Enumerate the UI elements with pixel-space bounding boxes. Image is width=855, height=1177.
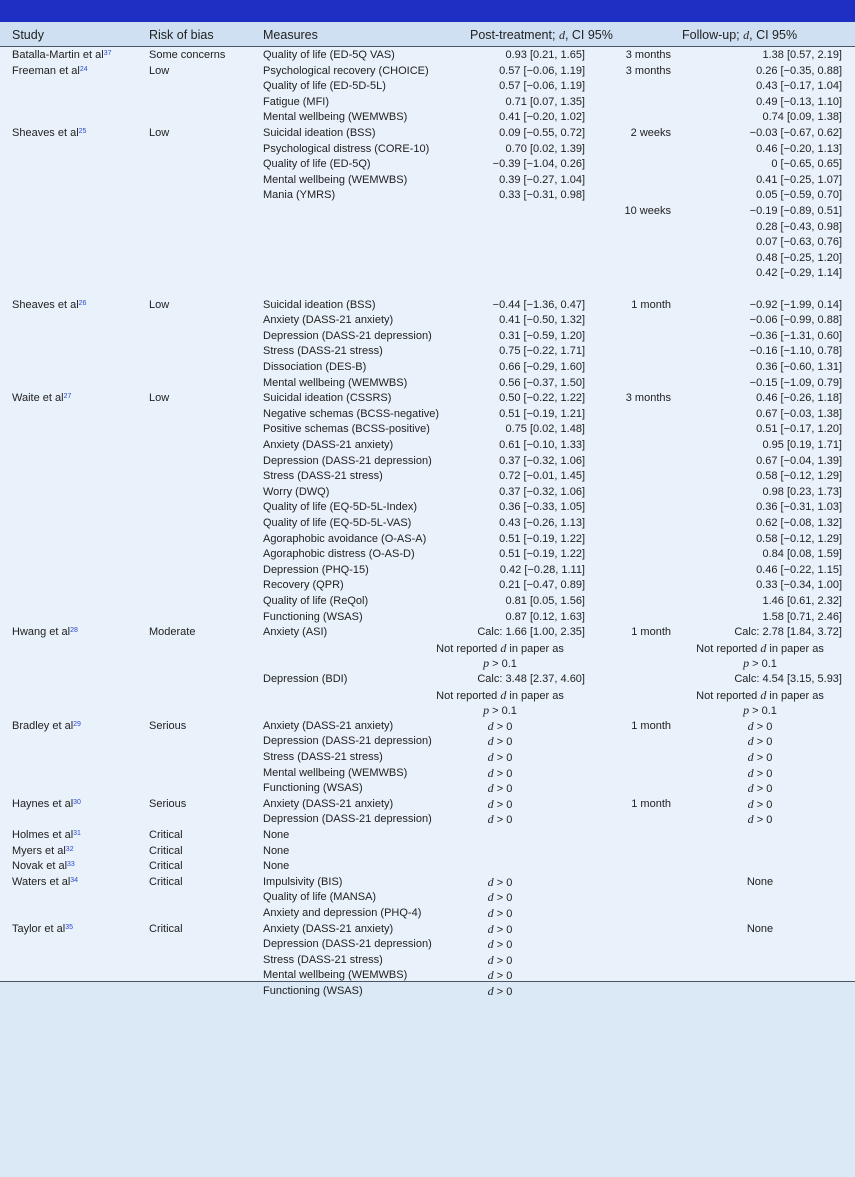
follow-up-value: d > 0 bbox=[747, 765, 773, 780]
measure-name: Suicidal ideation (CSSRS) bbox=[263, 392, 392, 405]
study-name: Novak et $al^{33}$ bbox=[12, 860, 75, 873]
follow-up-value: 1.38 [0.57, 2.19] bbox=[762, 49, 842, 61]
follow-up-value: 0.51 [−0.17, 1.20] bbox=[756, 423, 842, 436]
header-post-treatment: Post-treatment; d, CI 95% bbox=[470, 28, 613, 42]
measure-name: None bbox=[263, 844, 290, 857]
follow-up-value: −0.19 [−0.89, 0.51] bbox=[749, 205, 842, 217]
follow-up-value: 0.46 [−0.20, 1.13] bbox=[756, 142, 842, 155]
follow-up-value: 0.41 [−0.25, 1.07] bbox=[756, 173, 842, 186]
post-treatment-value: 0.51 [−0.19, 1.21] bbox=[499, 407, 585, 420]
post-treatment-value: 0.93 [0.21, 1.65] bbox=[505, 49, 585, 61]
follow-up-value: 0.84 [0.08, 1.59] bbox=[762, 548, 842, 561]
measure-name: Recovery (QPR) bbox=[263, 579, 344, 592]
measure-name: Depression (DASS-21 depression) bbox=[263, 454, 432, 467]
risk-of-bias: Critical bbox=[149, 829, 183, 841]
risk-of-bias: Critical bbox=[149, 922, 183, 935]
follow-up-value: 1.46 [0.61, 2.32] bbox=[762, 595, 842, 607]
post-treatment-value: d > 0 bbox=[487, 734, 513, 749]
study-name: Sheaves et $al^{25}$ bbox=[12, 127, 87, 139]
measure-name: Mental wellbeing (WEMWBS) bbox=[263, 376, 408, 389]
follow-up-value: −0.15 [−1.09, 0.79] bbox=[749, 376, 842, 389]
post-treatment-value: 0.51 [−0.19, 1.22] bbox=[499, 548, 585, 561]
follow-up-value: 0.98 [0.23, 1.73] bbox=[762, 485, 842, 498]
measure-name: Suicidal ideation (BSS) bbox=[263, 298, 376, 311]
follow-up-value: None bbox=[746, 875, 774, 888]
measure-name: Functioning (WSAS) bbox=[263, 782, 363, 795]
post-treatment-value: 0.37 [−0.32, 1.06] bbox=[499, 454, 585, 467]
study-name: Holmes et $al^{31}$ bbox=[12, 829, 81, 841]
measure-name: Quality of life (EQ-5D-5L-VAS) bbox=[263, 517, 412, 529]
measure-name: Quality of life (ED-5Q) bbox=[263, 158, 371, 171]
header-risk-of-bias: Risk of bias bbox=[149, 28, 214, 42]
post-treatment-value: d > 0 bbox=[487, 750, 513, 764]
post-treatment-value: d > 0 bbox=[487, 968, 513, 983]
study-reference: 27 bbox=[63, 393, 72, 401]
follow-up-time: 10 weeks bbox=[624, 205, 671, 217]
post-treatment-value: p > 0.1 bbox=[483, 703, 517, 718]
measure-name: Anxiety (DASS-21 anxiety) bbox=[263, 439, 394, 451]
measure-name: Positive schemas (BCSS-positive) bbox=[263, 423, 430, 436]
measure-name: Depression (DASS-21 depression) bbox=[263, 938, 432, 951]
measure-name: Agoraphobic distress (O-AS-D) bbox=[263, 548, 415, 561]
follow-up-time: 1 month bbox=[631, 626, 671, 639]
post-treatment-value: 0.21 [−0.47, 0.89] bbox=[499, 579, 585, 592]
risk-of-bias: Moderate bbox=[149, 626, 196, 639]
post-treatment-value: d > 0 bbox=[487, 812, 513, 827]
follow-up-time: 1 month bbox=[631, 298, 671, 311]
measure-name: Depression (DASS-21 depression) bbox=[263, 329, 432, 342]
study-name: Waters et $al^{34}$ bbox=[12, 875, 79, 888]
measure-name: Agoraphobic avoidance (O-AS-A) bbox=[263, 532, 427, 545]
follow-up-value: 0.95 [0.19, 1.71] bbox=[762, 439, 842, 451]
measure-name: Negative schemas (BCSS-negative) bbox=[263, 407, 440, 420]
follow-up-value: d > 0 bbox=[747, 796, 773, 811]
measure-name: Fatigue (MFI) bbox=[263, 95, 330, 108]
post-treatment-value: d > 0 bbox=[487, 937, 513, 952]
measure-name: Depression (DASS-21 depression) bbox=[263, 813, 432, 826]
follow-up-value: 0.58 [−0.12, 1.29] bbox=[756, 532, 842, 545]
measure-name: Quality of life (ED-5Q VAS) bbox=[263, 49, 395, 61]
post-treatment-value: 0.75 [0.02, 1.48] bbox=[505, 423, 585, 436]
follow-up-value: −0.92 [−1.99, 0.14] bbox=[749, 298, 842, 311]
post-treatment-value: −0.44 [−1.36, 0.47] bbox=[492, 298, 585, 311]
post-treatment-value: 0.33 [−0.31, 0.98] bbox=[499, 189, 585, 202]
post-treatment-value: 0.72 [−0.01, 1.45] bbox=[499, 470, 585, 483]
risk-of-bias: Some concerns bbox=[149, 49, 226, 61]
measure-name: Quality of life (ED-5D-5L) bbox=[263, 80, 386, 93]
post-treatment-value: 0.37 [−0.32, 1.06] bbox=[499, 485, 585, 498]
header-study: Study bbox=[12, 28, 44, 42]
follow-up-value: 0.26 [−0.35, 0.88] bbox=[756, 64, 842, 77]
follow-up-value: 0.48 [−0.25, 1.20] bbox=[756, 251, 842, 264]
measure-name: Stress (DASS-21 stress) bbox=[263, 470, 383, 483]
study-name: Freeman et $al^{24}$ bbox=[12, 64, 88, 77]
post-treatment-value: 0.75 [−0.22, 1.71] bbox=[499, 345, 585, 358]
measure-name: Quality of life (ReQol) bbox=[263, 595, 369, 607]
measure-name: Anxiety (DASS-21 anxiety) bbox=[263, 922, 394, 935]
measure-name: Stress (DASS-21 stress) bbox=[263, 751, 383, 763]
risk-of-bias: Low bbox=[149, 64, 170, 77]
follow-up-value: 0.67 [−0.03, 1.38] bbox=[756, 407, 842, 420]
measure-name: Impulsivity (BIS) bbox=[263, 875, 343, 888]
follow-up-value: d > 0 bbox=[747, 718, 773, 733]
study-name: Taylor et $al^{35}$ bbox=[12, 922, 73, 935]
post-treatment-value: Calc: 3.48 [2.37, 4.60] bbox=[477, 673, 585, 685]
post-treatment-value: d > 0 bbox=[487, 796, 513, 811]
post-treatment-value: 0.87 [0.12, 1.63] bbox=[505, 610, 585, 623]
header-follow-up: Follow-up; d, CI 95% bbox=[682, 28, 798, 42]
study-reference: 25 bbox=[78, 128, 87, 135]
study-reference: 26 bbox=[78, 299, 87, 307]
measure-name: Anxiety (ASI) bbox=[263, 626, 328, 639]
follow-up-value: −0.03 [−0.67, 0.62] bbox=[749, 127, 842, 139]
post-treatment-value: 0.41 [−0.50, 1.32] bbox=[499, 314, 585, 327]
post-treatment-value: −0.39 [−1.04, 0.26] bbox=[492, 158, 585, 171]
measure-name: Mental wellbeing (WEMWBS) bbox=[263, 969, 408, 982]
post-treatment-value: 0.50 [−0.22, 1.22] bbox=[499, 392, 585, 405]
measure-name: Anxiety (DASS-21 anxiety) bbox=[263, 314, 394, 327]
post-treatment-value: 0.57 [−0.06, 1.19] bbox=[499, 80, 585, 93]
post-treatment-value: d > 0 bbox=[487, 952, 513, 967]
study-reference: 37 bbox=[103, 50, 112, 57]
follow-up-value: Not reported d in paper as bbox=[696, 687, 824, 702]
study-reference: 34 bbox=[70, 876, 79, 884]
post-treatment-value: d > 0 bbox=[487, 984, 513, 998]
table-body bbox=[0, 47, 855, 998]
post-treatment-value: 0.71 [0.07, 1.35] bbox=[505, 95, 585, 108]
table-top-bar bbox=[0, 0, 855, 22]
follow-up-value: −0.36 [−1.31, 0.60] bbox=[749, 329, 842, 342]
follow-up-value: 0.36 [−0.60, 1.31] bbox=[756, 361, 842, 373]
post-treatment-value: 0.51 [−0.19, 1.22] bbox=[499, 532, 585, 545]
post-treatment-value: 0.43 [−0.26, 1.13] bbox=[499, 517, 585, 529]
study-reference: 30 bbox=[73, 798, 81, 806]
measure-name: Functioning (WSAS) bbox=[263, 610, 363, 623]
follow-up-value: 0.67 [−0.04, 1.39] bbox=[756, 454, 842, 467]
post-treatment-value: Calc: 1.66 [1.00, 2.35] bbox=[477, 626, 585, 639]
post-treatment-value: d > 0 bbox=[487, 921, 513, 936]
measure-name: Anxiety and depression (PHQ-4) bbox=[263, 907, 422, 919]
measure-name: None bbox=[263, 829, 290, 841]
measure-name: Worry (DWQ) bbox=[263, 485, 330, 498]
follow-up-value: d > 0 bbox=[747, 781, 773, 796]
risk-of-bias: Low bbox=[149, 392, 170, 405]
measure-name: None bbox=[263, 860, 290, 873]
post-treatment-value: p > 0.1 bbox=[483, 656, 517, 671]
post-treatment-value: 0.66 [−0.29, 1.60] bbox=[499, 361, 585, 373]
measure-name: Stress (DASS-21 stress) bbox=[263, 345, 383, 358]
study-reference: 28 bbox=[70, 627, 78, 635]
follow-up-value: 0.43 [−0.17, 1.04] bbox=[756, 80, 842, 93]
measure-name: Depression (PHQ-15) bbox=[263, 563, 369, 576]
study-name: Bradley et $al^{29}$ bbox=[12, 719, 81, 732]
risk-of-bias: Critical bbox=[149, 875, 183, 888]
page-footer-area bbox=[0, 982, 855, 1177]
post-treatment-value: 0.39 [−0.27, 1.04] bbox=[499, 173, 585, 186]
post-treatment-value: Not reported d in paper as bbox=[436, 640, 564, 655]
measure-name: Dissociation (DES-B) bbox=[263, 361, 367, 373]
study-reference: 24 bbox=[79, 65, 88, 73]
follow-up-value: d > 0 bbox=[747, 734, 773, 749]
measure-name: Mania (YMRS) bbox=[263, 189, 336, 202]
follow-up-value: 0.49 [−0.13, 1.10] bbox=[756, 95, 842, 108]
follow-up-time: 3 months bbox=[625, 49, 671, 61]
follow-up-value: 0.46 [−0.22, 1.15] bbox=[756, 563, 842, 576]
post-treatment-value: d > 0 bbox=[487, 718, 513, 733]
study-name: Sheaves et $al^{26}$ bbox=[12, 298, 87, 311]
study-name: Waite et $al^{27}$ bbox=[12, 392, 72, 405]
risk-of-bias: Low bbox=[149, 298, 170, 311]
post-treatment-value: d > 0 bbox=[487, 874, 513, 889]
post-treatment-value: 0.41 [−0.20, 1.02] bbox=[499, 111, 585, 124]
follow-up-value: 0.74 [0.09, 1.38] bbox=[762, 111, 842, 124]
follow-up-value: d > 0 bbox=[747, 812, 773, 827]
follow-up-value: 0.58 [−0.12, 1.29] bbox=[756, 470, 842, 483]
risk-of-bias: Serious bbox=[149, 797, 187, 810]
risk-of-bias: Critical bbox=[149, 860, 183, 873]
follow-up-value: 0.07 [−0.63, 0.76] bbox=[756, 236, 842, 249]
follow-up-value: 0 [−0.65, 0.65] bbox=[771, 158, 842, 171]
follow-up-value: Calc: 2.78 [1.84, 3.72] bbox=[734, 626, 842, 639]
study-reference: 35 bbox=[65, 923, 73, 931]
follow-up-time: 3 months bbox=[625, 392, 671, 405]
follow-up-value: −0.16 [−1.10, 0.78] bbox=[749, 345, 842, 358]
post-treatment-value: 0.31 [−0.59, 1.20] bbox=[499, 329, 585, 342]
follow-up-time: 1 month bbox=[631, 719, 671, 732]
measure-name: Suicidal ideation (BSS) bbox=[263, 127, 376, 139]
follow-up-value: 0.62 [−0.08, 1.32] bbox=[756, 517, 842, 529]
measure-name: Psychological distress (CORE-10) bbox=[263, 142, 430, 155]
follow-up-value: None bbox=[746, 922, 774, 935]
follow-up-value: 0.42 [−0.29, 1.14] bbox=[756, 267, 842, 280]
post-treatment-value: Not reported d in paper as bbox=[436, 687, 564, 702]
study-reference: 32 bbox=[65, 845, 74, 853]
study-reference: 29 bbox=[73, 720, 81, 728]
post-treatment-value: d > 0 bbox=[487, 781, 513, 796]
header-measures: Measures bbox=[263, 28, 318, 42]
follow-up-value: Calc: 4.54 [3.15, 5.93] bbox=[734, 673, 842, 685]
study-reference: 31 bbox=[73, 830, 81, 837]
follow-up-value: 0.36 [−0.31, 1.03] bbox=[756, 501, 842, 514]
study-name: Haynes et $al^{30}$ bbox=[12, 797, 81, 810]
table-header bbox=[0, 22, 855, 47]
follow-up-value: Not reported d in paper as bbox=[696, 640, 824, 655]
study-reference: 33 bbox=[67, 861, 75, 869]
study-name: Hwang et $al^{28}$ bbox=[12, 626, 78, 639]
follow-up-value: 0.46 [−0.26, 1.18] bbox=[756, 392, 842, 405]
measure-name: Psychological recovery (CHOICE) bbox=[263, 64, 429, 77]
study-name: Myers et $al^{32}$ bbox=[12, 844, 74, 857]
risk-of-bias: Critical bbox=[149, 844, 183, 857]
follow-up-value: 0.33 [−0.34, 1.00] bbox=[756, 579, 842, 592]
measure-name: Quality of life (MANSA) bbox=[263, 891, 377, 904]
measure-name: Functioning (WSAS) bbox=[263, 985, 363, 997]
risk-of-bias: Serious bbox=[149, 719, 187, 732]
follow-up-time: 3 months bbox=[625, 64, 671, 77]
measure-name: Depression (DASS-21 depression) bbox=[263, 735, 432, 748]
risk-of-bias: Low bbox=[149, 127, 170, 139]
measure-name: Stress (DASS-21 stress) bbox=[263, 953, 383, 966]
measure-name: Mental wellbeing (WEMWBS) bbox=[263, 173, 408, 186]
follow-up-value: p > 0.1 bbox=[743, 656, 777, 671]
post-treatment-value: d > 0 bbox=[487, 765, 513, 780]
measure-name: Quality of life (EQ-5D-5L-Index) bbox=[263, 501, 418, 514]
measure-name: Anxiety (DASS-21 anxiety) bbox=[263, 797, 394, 810]
post-treatment-value: 0.36 [−0.33, 1.05] bbox=[499, 501, 585, 514]
follow-up-value: p > 0.1 bbox=[743, 703, 777, 718]
measure-name: Anxiety (DASS-21 anxiety) bbox=[263, 719, 394, 732]
follow-up-value: d > 0 bbox=[747, 750, 773, 764]
post-treatment-value: 0.61 [−0.10, 1.33] bbox=[499, 439, 585, 451]
post-treatment-value: 0.09 [−0.55, 0.72] bbox=[499, 127, 585, 139]
follow-up-time: 1 month bbox=[631, 797, 671, 810]
follow-up-time: 2 weeks bbox=[630, 127, 671, 139]
measure-name: Depression (BDI) bbox=[263, 673, 348, 685]
post-treatment-value: 0.81 [0.05, 1.56] bbox=[505, 595, 585, 607]
post-treatment-value: 0.70 [0.02, 1.39] bbox=[505, 142, 585, 155]
post-treatment-value: 0.56 [−0.37, 1.50] bbox=[499, 376, 585, 389]
follow-up-value: 1.58 [0.71, 2.46] bbox=[762, 610, 842, 623]
post-treatment-value: 0.57 [−0.06, 1.19] bbox=[499, 64, 585, 77]
post-treatment-value: d > 0 bbox=[487, 906, 513, 920]
study-name: Batalla-Martin et $al^{37}$ bbox=[12, 49, 112, 61]
follow-up-value: −0.06 [−0.99, 0.88] bbox=[749, 314, 842, 327]
post-treatment-value: 0.42 [−0.28, 1.11] bbox=[499, 563, 585, 576]
follow-up-value: 0.28 [−0.43, 0.98] bbox=[756, 220, 842, 233]
post-treatment-value: d > 0 bbox=[487, 890, 513, 905]
follow-up-value: 0.05 [−0.59, 0.70] bbox=[756, 189, 842, 202]
measure-name: Mental wellbeing (WEMWBS) bbox=[263, 766, 408, 779]
measure-name: Mental wellbeing (WEMWBS) bbox=[263, 111, 408, 124]
